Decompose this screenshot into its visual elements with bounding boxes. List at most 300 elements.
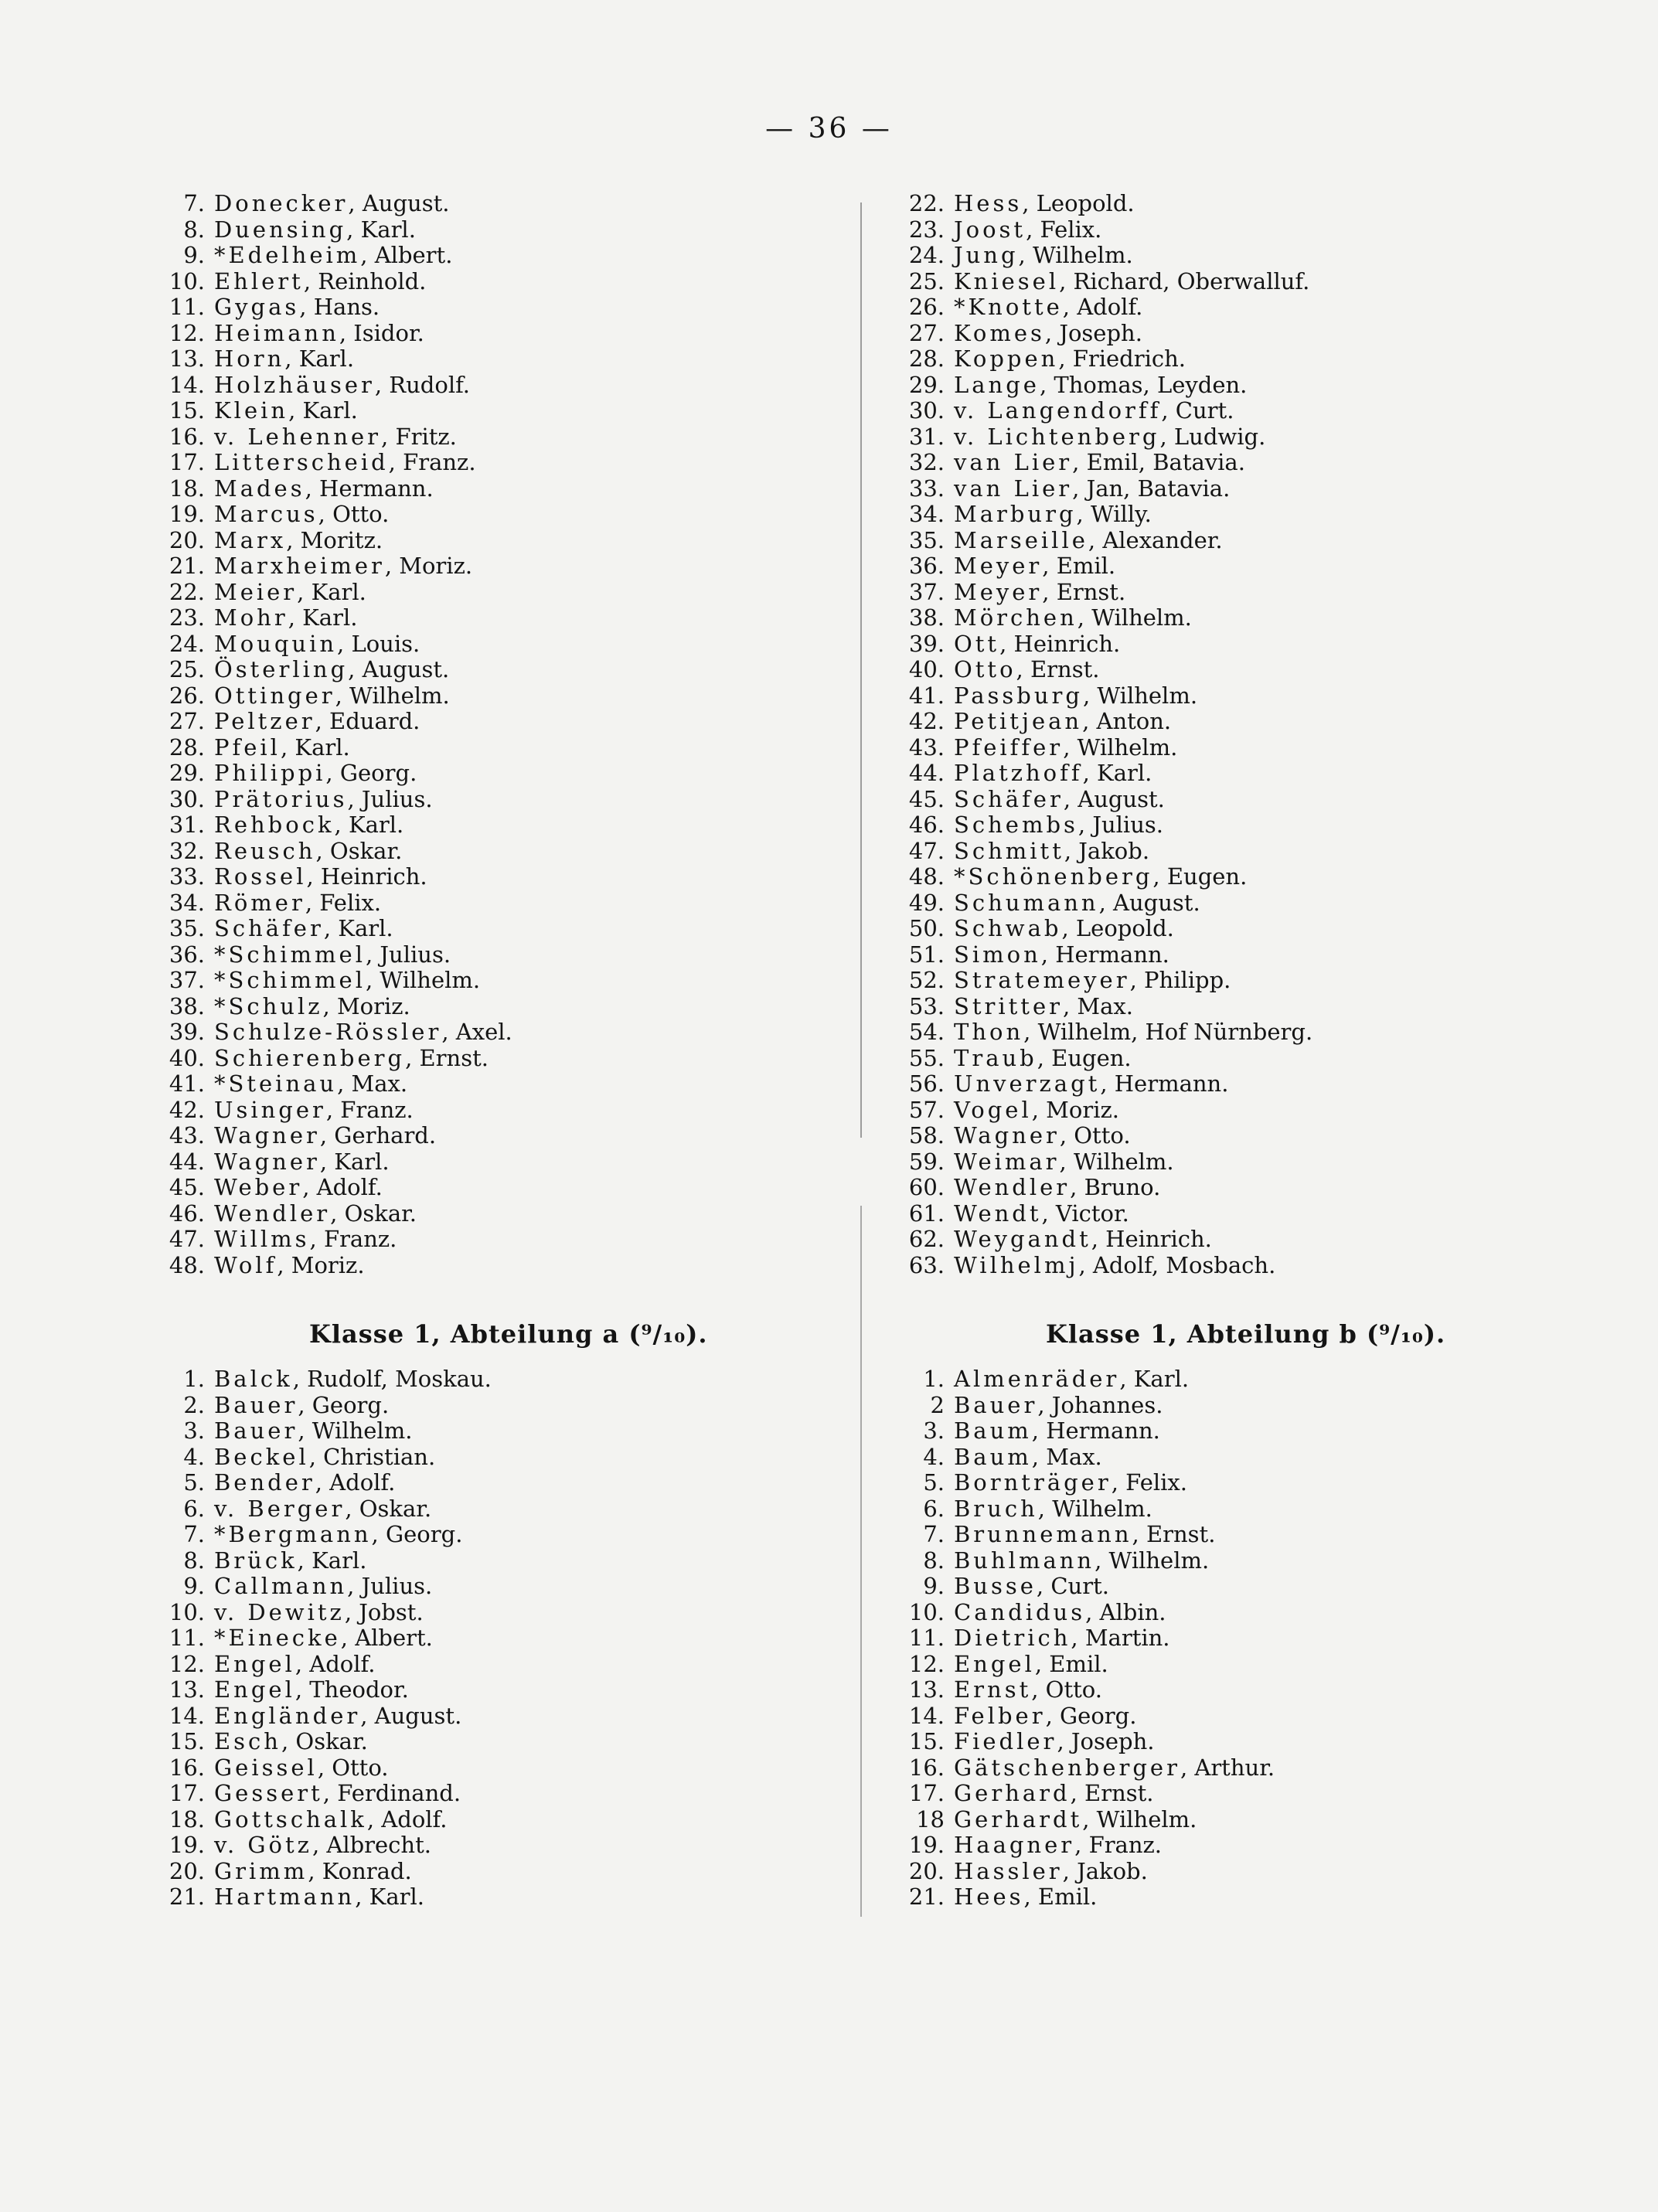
entry-given-name: , Moriz. [322,992,410,1019]
entry-name [954,1097,1119,1124]
entry-name [954,890,1200,917]
list-item [158,450,854,476]
entry-number: 11. [169,1625,205,1651]
list-item [158,1201,854,1227]
entry-surname: Wagner [214,1148,320,1175]
entry-surname: Pfeil [214,733,281,761]
entry-given-name: , Theodor. [294,1676,409,1703]
entry-given-name: , Jan, Batavia. [1072,475,1231,502]
entry-name [214,1470,395,1496]
entry-name [214,1781,461,1807]
entry-name [214,1393,389,1419]
entry-given-name: , Karl. [1119,1366,1190,1392]
list-item [898,1755,1594,1782]
entry-given-name: , Ernst. [405,1044,489,1071]
entry-name [214,1600,424,1626]
entry-number: 9. [183,242,205,268]
entry-given-name: , Wilhelm. [1037,1495,1152,1522]
list-item [898,839,1594,865]
entry-name [954,1884,1097,1911]
list-item [158,839,854,865]
entry-surname: Bender [214,1469,315,1496]
entry-number: 27. [169,708,205,734]
entry-given-name: , Jakob. [1062,1857,1148,1884]
entry-given-name: , Oskar. [330,1200,417,1227]
entry-name [954,191,1135,217]
entry-name [954,631,1120,658]
entry-name [214,1175,383,1201]
entry-surname: Ehlert [214,267,304,294]
entry-number: 10. [908,1598,945,1625]
entry-number: 18 [916,1805,945,1833]
list-item [898,1123,1594,1149]
entry-name [954,1652,1108,1678]
entry-number: 21. [908,1884,945,1910]
entry-number: 6. [183,1495,205,1522]
entry-name [214,1652,375,1678]
entry-number: 24. [908,242,945,268]
entry-surname: Österling [214,656,349,682]
entry-given-name: , Otto. [318,501,390,527]
entry-given-name: , Wilhelm. [298,1417,413,1444]
entry-number: 16. [908,1754,945,1781]
entry-surname: Schäfer [954,785,1064,812]
list-item [898,1652,1594,1678]
entry-name [214,1807,447,1833]
entry-name [954,735,1177,761]
list-item [158,346,854,373]
entry-number: 38. [908,604,945,631]
entry-name [214,1253,365,1279]
entry-given-name: , August. [1098,889,1200,916]
list-item [158,1175,854,1201]
entry-name [214,1418,412,1445]
entry-surname: Stritter [954,992,1063,1019]
entry-given-name: , Philipp. [1129,967,1231,993]
entry-given-name: , Emil. [1023,1884,1098,1910]
entry-number: 8. [183,216,205,243]
entry-name [214,502,389,528]
entry-surname: Wendler [214,1200,331,1227]
entry-given-name: , Moritz. [286,526,383,553]
entry-given-name: , Felix. [1026,216,1102,243]
entry-number: 51. [908,941,945,968]
entry-given-name: , Adolf. [302,1174,383,1200]
entry-name [954,1253,1275,1279]
entry-number: 23. [908,216,945,243]
entry-number: 25. [908,267,945,294]
entry-surname: Hees [954,1884,1024,1910]
list-item [158,605,854,631]
entry-surname: Brunnemann [954,1521,1132,1547]
entry-surname: Simon [954,941,1041,968]
entry-surname: Marcus [214,501,318,527]
entry-given-name: , Victor. [1041,1200,1129,1227]
entry-surname: Hassler [954,1857,1063,1884]
entry-given-name: , Leopold. [1022,190,1135,216]
list-item [158,398,854,424]
entry-given-name: , Fritz. [381,423,457,450]
entry-number: 21. [169,553,205,579]
entry-number: 13. [169,345,205,372]
entry-surname: Schumann [954,889,1099,916]
entry-name [214,631,420,658]
entry-name [214,269,426,295]
entry-surname: Ottinger [214,682,335,709]
entry-surname: *Steinau [214,1070,338,1097]
list-item [158,1677,854,1703]
entry-number: 20. [169,526,205,553]
entry-name [214,580,366,606]
entry-surname: Schulze-Rössler [214,1019,442,1045]
list-item [158,294,854,321]
entry-surname: Gätschenberger [954,1754,1180,1781]
entry-number: 46. [169,1200,205,1227]
entry-surname: Jung [954,242,1019,268]
entry-number: 27. [908,319,945,346]
list-item [158,217,854,243]
entry-given-name: , Ernst. [1042,578,1126,605]
entry-surname: Römer [214,889,305,916]
entry-surname: Heimann [214,319,339,346]
entry-given-name: , Wilhelm. [335,682,450,709]
list-item [898,968,1594,994]
list-item [898,916,1594,942]
entry-given-name: , Georg. [1045,1702,1137,1729]
entry-surname: Schmitt [954,837,1064,864]
entry-name [214,1729,368,1755]
entry-given-name: , Karl. [1082,760,1152,786]
entry-given-name: , Max. [1031,1443,1102,1470]
entry-name [954,1445,1102,1471]
entry-given-name: , Max. [1063,992,1133,1019]
list-item [158,1418,854,1445]
entry-surname: Meyer [954,578,1043,605]
entry-number: 49. [908,889,945,916]
entry-number: 52. [908,967,945,993]
entry-given-name: , Moriz. [1031,1096,1119,1123]
entry-surname: Wendler [954,1174,1071,1200]
list-item [158,1366,854,1393]
entry-surname: Willms [214,1226,310,1252]
entry-given-name: , Oskar. [345,1495,432,1522]
entry-name [214,968,480,994]
entry-surname: Donecker [214,190,349,216]
entry-name [214,1522,462,1548]
entry-name [214,1677,409,1703]
entry-surname: Mouquin [214,630,338,657]
left-section-heading: Klasse 1, Abteilung a (⁹/₁₀). [309,1319,708,1349]
entry-surname: Gottschalk [214,1805,367,1833]
entry-given-name: , Georg. [371,1521,463,1547]
list-item [158,1548,854,1574]
list-item [898,1574,1594,1600]
entry-given-name: , Heinrich. [999,630,1121,657]
entry-name [954,1418,1160,1445]
entry-surname: Horn [214,345,285,372]
entry-given-name: , Wilhelm. [366,967,481,993]
entry-name [214,1227,397,1253]
entry-surname: Bruch [954,1495,1038,1522]
entry-number: 37. [908,578,945,605]
entry-surname: Ott [954,630,1000,657]
entry-number: 58. [908,1122,945,1149]
entry-number: 8. [183,1547,205,1574]
entry-name [954,1496,1152,1523]
list-item [158,1859,854,1885]
entry-name [954,1600,1166,1626]
entry-name [954,1393,1163,1419]
entry-name [214,1445,435,1471]
entry-name [954,657,1099,683]
entry-name [214,1859,412,1885]
entry-name [954,1625,1170,1652]
entry-name [954,1548,1209,1574]
entry-name [214,1496,431,1523]
entry-number: 18. [169,475,205,502]
entry-number: 3. [923,1417,945,1444]
list-item [158,1071,854,1097]
list-item [158,864,854,890]
entry-number: 5. [923,1469,945,1496]
list-item [898,1366,1594,1393]
entry-number: 50. [908,915,945,941]
entry-surname: Lange [954,371,1040,398]
entry-number: 11. [169,294,205,320]
entry-number: 11. [908,1625,945,1651]
list-item [898,502,1594,528]
entry-given-name: , Friedrich. [1058,345,1186,372]
entry-number: 13. [169,1676,205,1703]
entry-number: 53. [908,992,945,1019]
entry-number: 30. [908,397,945,424]
left-top-list [158,191,854,1278]
list-item [898,450,1594,476]
entry-number: 12. [169,1650,205,1677]
entry-surname: Gygas [214,294,300,320]
list-item [898,1884,1594,1911]
entry-name [214,1755,389,1782]
entry-surname: Koppen [954,345,1059,372]
entry-number: 41. [908,682,945,709]
list-item [898,1201,1594,1227]
entry-given-name: , Wilhelm. [1018,242,1133,268]
entry-name [954,528,1223,554]
entry-name [954,243,1133,269]
entry-surname: Meyer [954,553,1043,579]
entry-number: 48. [169,1251,205,1278]
entry-number: 45. [169,1174,205,1200]
entry-surname: Hess [954,190,1023,216]
entry-name [214,1548,366,1574]
entry-number: 30. [169,785,205,812]
page-number: — 36 — [765,113,893,145]
list-item [158,761,854,787]
entry-number: 36. [169,941,205,968]
entry-surname: Bauer [214,1391,298,1418]
right-top-list [898,191,1594,1278]
entry-name [214,1574,432,1600]
entry-surname: Engel [214,1650,295,1677]
entry-surname: Philippi [214,760,326,786]
entry-given-name: , Wilhelm. [1095,1547,1210,1574]
entry-number: 43. [908,733,945,761]
entry-number: 39. [169,1019,205,1045]
entry-name [954,605,1192,631]
entry-given-name: , Karl. [334,812,404,838]
entry-number: 59. [908,1148,945,1175]
entry-surname: *Einecke [214,1625,341,1651]
entry-surname: Reusch [214,837,316,864]
entry-name [214,1046,489,1072]
entry-name [214,424,457,451]
entry-name [954,761,1152,787]
list-item [898,1729,1594,1755]
entry-given-name: , Bruno. [1070,1174,1161,1200]
entry-name [214,605,357,631]
entry-number: 1. [923,1366,945,1392]
entry-given-name: , Wilhelm. [1077,604,1192,631]
list-item [898,812,1594,839]
entry-number: 1. [183,1366,205,1392]
list-item [158,191,854,217]
entry-number: 26. [169,682,205,709]
entry-number: 44. [908,760,945,786]
list-item [898,1703,1594,1730]
list-item [158,1445,854,1471]
entry-surname: *Edelheim [214,242,361,268]
entry-surname: Gessert [214,1780,323,1806]
entry-name [214,1201,417,1227]
entry-number: 41. [169,1070,205,1097]
entry-name [214,1884,424,1911]
list-item [158,1729,854,1755]
entry-given-name: , Richard, Oberwalluf. [1059,267,1310,294]
entry-number: 47. [169,1226,205,1252]
entry-name [214,942,451,968]
entry-number: 4. [183,1443,205,1470]
entry-number: 36. [908,553,945,579]
entry-surname: Wolf [214,1251,277,1278]
entry-given-name: , Julius. [366,941,451,968]
entry-name [954,1522,1215,1548]
entry-surname: Thon [954,1019,1024,1045]
entry-given-name: , Christian. [308,1443,436,1470]
entry-number: 56. [908,1070,945,1097]
entry-given-name: , Gerhard. [319,1122,437,1149]
entry-surname: Engel [954,1650,1035,1677]
list-item [898,657,1594,683]
list-item [158,1522,854,1548]
entry-surname: Klein [214,397,289,424]
list-item [898,1149,1594,1176]
entry-given-name: , Georg. [325,760,417,786]
entry-name [214,1703,461,1730]
list-item [898,1496,1594,1523]
list-item [158,1019,854,1046]
list-item [158,1227,854,1253]
list-item [898,243,1594,269]
entry-given-name: , Adolf. [315,1469,396,1496]
list-item [158,528,854,554]
entry-name [214,1625,433,1652]
list-item [158,1496,854,1523]
list-item [158,735,854,761]
entry-name [214,839,402,865]
entry-surname: Grimm [214,1857,308,1884]
entry-given-name: , Oskar. [315,837,403,864]
entry-number: 31. [169,812,205,838]
entry-surname: Joost [954,216,1026,243]
list-item [158,502,854,528]
entry-name [954,1859,1148,1885]
list-item [898,890,1594,917]
entry-number: 23. [169,604,205,631]
list-item [158,1703,854,1730]
list-item [898,631,1594,658]
entry-surname: Holzhäuser [214,371,375,398]
entry-number: 19. [169,501,205,527]
entry-given-name: , Eduard. [315,708,420,734]
entry-number: 33. [169,863,205,890]
entry-surname: Weber [214,1174,303,1200]
entry-name [954,346,1186,373]
list-item [898,1833,1594,1859]
entry-number: 21. [169,1884,205,1910]
entry-number: 17. [908,1780,945,1806]
entry-number: 46. [908,812,945,838]
list-item [158,994,854,1020]
entry-surname: Brück [214,1547,298,1574]
entry-given-name: , August. [348,190,450,216]
entry-surname: Litterscheid [214,449,389,475]
list-item [898,373,1594,399]
entry-surname: Dietrich [954,1625,1071,1651]
entry-surname: v. Langendorff [954,397,1162,424]
entry-number: 34. [908,501,945,527]
entry-name [954,1149,1174,1176]
list-item [898,864,1594,890]
entry-given-name: , Heinrich. [306,863,427,890]
entry-name [954,1366,1189,1393]
entry-number: 54. [908,1019,945,1045]
entry-number: 13. [908,1676,945,1703]
list-item [158,243,854,269]
entry-surname: *Schönenberg [954,863,1153,890]
entry-surname: Geissel [214,1754,318,1781]
entry-surname: Kniesel [954,267,1060,294]
entry-number: 47. [908,837,945,864]
list-item [158,968,854,994]
list-item [158,683,854,710]
list-item [898,1445,1594,1471]
entry-number: 40. [908,656,945,682]
entry-surname: Mörchen [954,604,1078,631]
entry-surname: v. Dewitz [214,1598,345,1625]
list-item [898,942,1594,968]
entry-number: 14. [169,1702,205,1729]
list-item [158,1625,854,1652]
entry-name [954,1227,1212,1253]
entry-number: 12. [169,319,205,346]
entry-surname: Rehbock [214,812,335,838]
entry-surname: v. Lehenner [214,423,382,450]
list-item [158,1833,854,1859]
entry-name [954,709,1171,735]
list-item [898,709,1594,735]
entry-name [214,916,393,942]
entry-number: 19. [908,1832,945,1858]
